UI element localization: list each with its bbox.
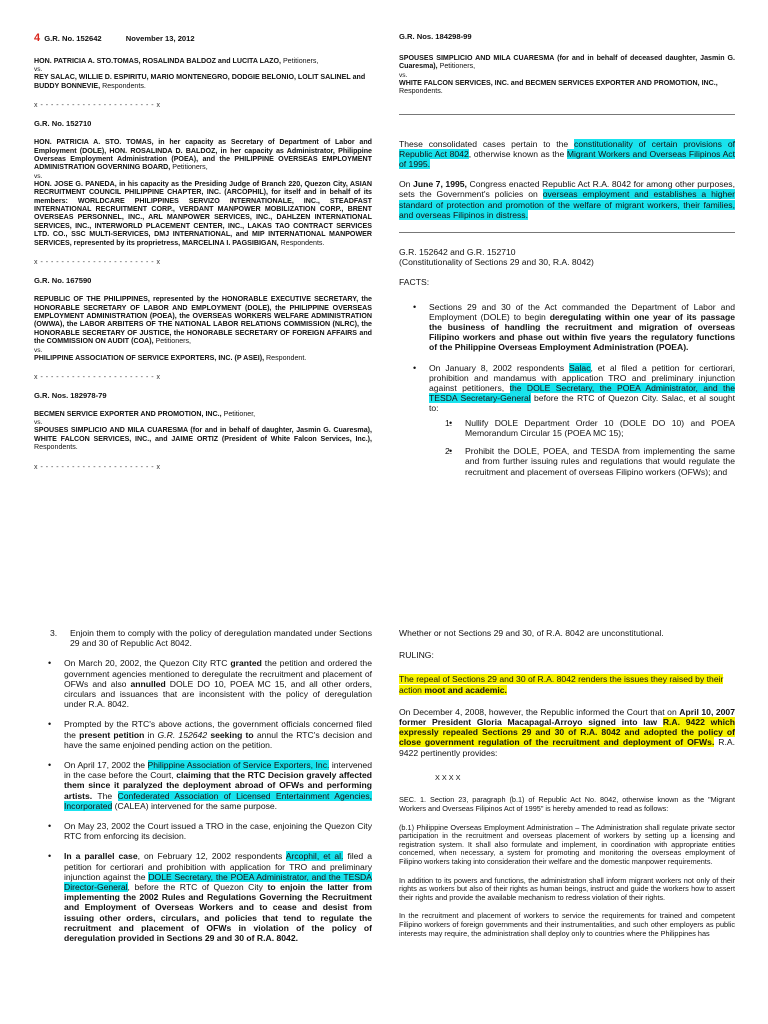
caption-167590 [34,295,372,362]
gr-number: G.R. No. 152710 [34,119,92,129]
paragraph-b1: (b.1) Philippine Overseas Employment Administration – The Administration shall regulate private sector participation in the recruitment and overseas placement of workers by setting up a licensing and registration system. It shall also formulate and implement, in coordination with appropriate entities concerned, when necessary, a system for promoting and monitoring the overseas employment of Filipino workers taking into consideration their welfare and the domestic manpower requirements. [399,822,735,866]
section-1: SEC. 1. Section 23, paragraph (b.1) of Republic Act No. 8042, otherwise known as the "Migrant Workers and Overseas Filipinos Act of 1995" is hereby amended to read as follows: [399,795,735,814]
list-item: • Sections 29 and 30 of the Act commanded the Department of Labor and Employment (DOLE) to begin deregulating within one year of its passage the business of handling the recruitment and migration of overseas Filipino workers and phase out within five years the regulatory functions of the Philippine Overseas Employment Administration (POEA). [429,302,735,353]
left-bottom-column [34,628,372,953]
caption-184298 [399,54,735,96]
gr-number: G.R. No. 152642 [44,34,102,43]
caption-152642 [34,57,372,90]
list-item: • On April 17, 2002 the Philippine Association of Service Exporters, Inc. intervened in the case before the Court, claiming that the RTC Decision gravely affected them since it paralyzed the deployment abroad of OFWs and performing artists. The Confederated Association of Licensed Entertainment Agencies, Incorporated (CALEA) intervened for the same purpose. [64,760,372,811]
intro-paragraph: These consolidated cases pertain to the constitutionality of certain provisions of Republic Act 8042, otherwise known as the Migrant Workers and Overseas Filipinos Act of 1995. [399,138,735,170]
petitioners-role: Petitioners, [172,163,208,172]
list-item: • On January 8, 2002 respondents Salac, et al filed a petition for certiorari, prohibition and mandamus with application TRO and preliminary injunction against petitioners, the DOLE Secretary, the POEA Administrator, and the TESDA Secretary-General before the RTC of Quezon City. Salac, et al sought to: • 1. Nullify DOLE Department Order 10 (DOLE DO 10) and POEA Memorandum Circular 15 (POEA MC 15); • 2. Prohibit the DOLE, POEA, and TESDA from implementing the same and from further issuing rules and regulations that would regulate the recruitment and placement of overseas Filipino workers (OFWs); and [429,363,735,477]
rights-paragraph: In addition to its powers and functions, the administration shall inform migrant workers not only of their rights as workers but also of their rights as human beings, instruct and guide the workers how to assert their rights and provide the available mechanism to redress violation of their rights. [399,875,735,902]
gr-heading: G.R. 152642 and G.R. 152710 (Constitutionality of Sections 29 and 30, R.A. 8042) [399,247,594,268]
separator: x - - - - - - - - - - - - - - - - - - - - - - x [34,102,161,110]
petitioners: HON. PATRICIA A. STO.TOMAS, ROSALINDA BALDOZ and LUCITA LAZO, [34,57,281,65]
petitioners-role: Petitioners, [439,62,476,71]
respondents-role: Respondents. [280,238,325,247]
petitioners-role: Petitioners, [155,337,192,346]
right-bottom-column [399,628,735,938]
case-header [34,32,372,44]
repeal-paragraph: On December 4, 2008, however, the Republic informed the Court that on April 10, 2007 former President Gloria Macapagal-Arroyo signed into law R.A. 9422 which expressly repealed Sections 29 and 30 of R.A. 8042 and adopted the policy of close government regulation of the recruitment and deployment of OFWs. R.A. 9422 pertinently provides: [399,706,736,758]
separator: x - - - - - - - - - - - - - - - - - - - - - - x [34,463,161,471]
caption-182978 [34,410,372,452]
caption-152710 [34,138,372,247]
petitioners: SPOUSES SIMPLICIO AND MILA CUARESMA (for and in behalf of deceased daughter, Jasmin G. Cuaresma), [399,54,735,71]
ruling-label: RULING: [399,650,434,661]
list-item: • Prompted by the RTC's above actions, the government officials concerned filed the present petition in G.R. 152642 seeking to annul the RTC's decision and have the same enjoined pending action on the petition. [64,719,372,750]
separator: x - - - - - - - - - - - - - - - - - - - - - - x [34,373,161,381]
list-item: • On March 20, 2002, the Quezon City RTC granted the petition and ordered the government agencies mentioned to deregulate the recruitment and placement of OFWs and also annulled DOLE DO 10, POEA MC 15, and all other orders, circulars and issuances that are inconsistent with the policy of deregulation under R.A. 8042. [64,658,372,709]
ruling-paragraph: The repeal of Sections 29 and 30 of R.A. 8042 renders the issues they raised by their action moot and academic. [399,674,724,695]
deployment-paragraph: In the recruitment and placement of workers to service the requirements for trained and competent Filipino workers of foreign governments and their instrumentalities, and such other employers as public interests may require, the administration shall deploy only to countries where the Philippines has [399,911,735,938]
respondents: WHITE FALCON SERVICES, INC. and BECMEN SERVICES EXPORTER AND PROMOTION, INC., [399,78,718,87]
facts-list [399,302,735,477]
gr-number: G.R. Nos. 182978-79 [34,390,107,400]
issue-statement: Whether or not Sections 29 and 30, of R.A. 8042 are unconstitutional. [399,628,664,638]
respondents-role: Respondents. [102,81,146,90]
versus: vs. [399,71,408,79]
list-item: • On May 23, 2002 the Court issued a TRO in the case, enjoining the Quezon City RTC from enforcing its decision. [64,821,372,841]
respondents: PHILIPPINE ASSOCIATION OF SERVICE EXPORTERS, INC. (P ASEI), [34,353,265,362]
respondents-role: Respondents. [34,443,78,452]
facts-list-continued [34,658,372,943]
list-item: • In a parallel case, on February 12, 2002 respondents Arcophil, et al. filed a petition for certiorari and prohibition with application for TRO and preliminary injunction against the DOLE Secretary, the POEA Administrator, and the TESDA Director-General, before the RTC of Quezon City to enjoin the latter from implementing the 2002 Rules and Regulations Governing the Recruitment and Employment of Overseas Workers and to cease and desist from issuing other orders, circulars, and policies that tend to regulate the recruitment and placement of OFWs in violation of the policy of deregulation provided in Sections 29 and 30 of R.A. 8042. [64,851,372,943]
omission-marker: X X X X [435,772,461,782]
gr-number: G.R. No. 167590 [34,276,92,286]
divider [399,232,735,233]
decision-date: November 13, 2012 [125,34,195,43]
list-item: • 1. Nullify DOLE Department Order 10 (DOLE DO 10) and POEA Memorandum Circular 15 (POEA MC 15); [465,418,735,438]
facts-label: FACTS: [399,277,430,288]
petitioners: BECMEN SERVICE EXPORTER AND PROMOTION, INC., [34,409,222,418]
enactment-paragraph: On June 7, 1995, Congress enacted Republic Act R.A. 8042 for among other purposes, sets the Government's policies on overseas employment and establishes a higher standard of protection and promotion of the welfare of migrant workers, their families, and overseas Filipinos in distress. [399,179,735,220]
respondents: HON. JOSE G. PANEDA, in his capacity as the Presiding Judge of Branch 220, Quezon City, ASIAN RECRUITMENT COUNCIL PHILIPPINE CHAPTER, INC. (ARCOPHIL), for itself and in behalf of its members: WORLDCARE PHILIPPINES SERVIZO INTERNATIONALE, INC., STEADFAST INTERNATIONAL RECRUITMENT CORP., VERDANT MANPOWER MOBILIZATION CORP., BRENT OVERSEAS PERSONNEL, INC., ARL MANPOWER SERVICES, INC., DAHLZEN INTERNATIONAL SERVICES, INC., INTERWORLD PLACEMENT CENTER, INC., LAKAS TAO CONTRACT SERVICES LTD. CO., SSC MULTI-SERVICES, DMJ INTERNATIONAL, and MIP INTERNATIONAL MANPOWER SERVICES, represented by its proprietress, MARCELINA I. PAGSIBIGAN, [34,179,372,247]
respondents: REY SALAC, WILLIE D. ESPIRITU, MARIO MONTENEGRO, DODGIE BELONIO, LOLIT SALINEL and BUDDY BONNEVIE, [34,73,366,90]
petitioners: REPUBLIC OF THE PHILIPPINES, represented by the HONORABLE EXECUTIVE SECRETARY, the HONORABLE SECRETARY OF LABOR AND EMPLOYMENT (DOLE), the PHILIPPINE OVERSEAS EMPLOYMENT ADMINISTRATION (POEA), the OVERSEAS WORKERS WELFARE ADMINISTRATION (OWWA), the LABOR ARBITERS OF THE NATIONAL LABOR RELATIONS COMMISSION (NLRC), the HONORABLE SECRETARY OF JUSTICE, the HONORABLE SECRETARY OF FOREIGN AFFAIRS and the COMMISSION ON AUDIT (COA), [34,295,372,346]
petitioners: HON. PATRICIA A. STO. TOMAS, in her capacity as Secretary of Department of Labor and Employment (DOLE), HON. ROSALINDA D. BALDOZ, in her capacity as Administrator, Philippine Overseas Employment Administration (POEA), and the PHILIPPINE OVERSEAS EMPLOYMENT ADMINISTRATION GOVERNING BOARD, [34,138,372,172]
page-number: 4 [34,32,41,44]
sought-list-continued [34,628,372,648]
left-top-column [34,32,372,481]
sought-list [429,418,735,477]
versus: vs. [34,66,43,74]
petitioners-role: Petitioner, [223,409,256,418]
versus: vs. [34,419,43,427]
list-item: • 2. Prohibit the DOLE, POEA, and TESDA from implementing the same and from further issuing rules and regulations that would regulate the recruitment and placement of overseas Filipino workers (OFWs); and [465,446,735,477]
respondents-role: Respondent. [266,353,307,362]
respondents: SPOUSES SIMPLICIO AND MILA CUARESMA (for and in behalf of daughter, Jasmin G. Cuaresma), WHITE FALCON SERVICES, INC., and JAIME ORTIZ (President of White Falcon Services, Inc.), [34,426,372,443]
versus: vs. [34,172,43,180]
list-item: 3. Enjoin them to comply with the policy of deregulation mandated under Sections 29 and 30 of Republic Act 8042. [50,628,372,649]
right-top-column [399,32,735,487]
respondents-role: Respondents. [399,87,443,96]
divider [399,114,735,115]
separator: x - - - - - - - - - - - - - - - - - - - - - - x [34,259,161,267]
versus: vs. [34,346,43,354]
gr-number: G.R. Nos. 184298-99 [399,32,472,41]
petitioners-role: Petitioners, [282,57,319,65]
